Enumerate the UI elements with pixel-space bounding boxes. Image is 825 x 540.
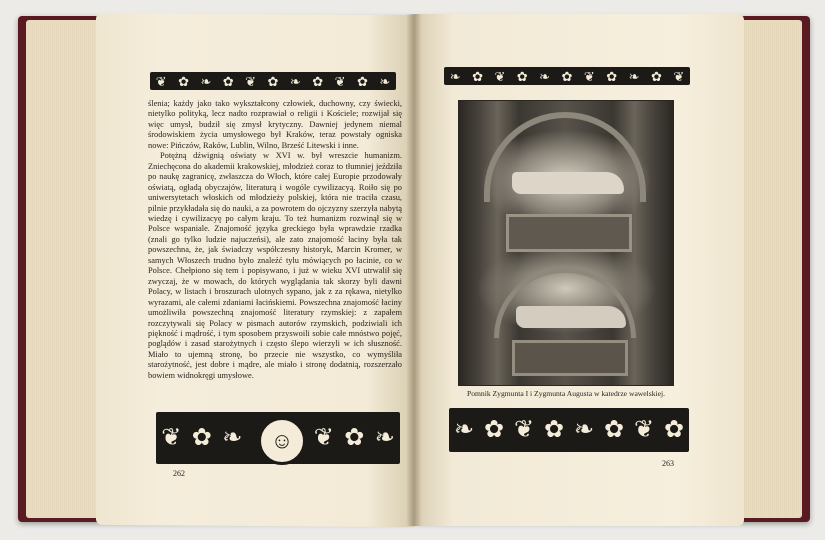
paragraph: ślenia; każdy jako tako wykształcony człowiek, duchowny, czy świecki, nietylko polityką, lecz nadto rozprawiał o religii i Kościele; rozwijał się więc umysł, budził się zmysł krytyczny. Dawniej jedynem niemal środowiskiem życia umysłowego był Kraków, teraz powstały ogniska nowe: Pińczów, Raków, Lublin, Wilno, Brześć Litewski i inne. [148,99,402,150]
lower-sarcophagus [512,340,628,376]
upper-sarcophagus [506,214,632,252]
page-edges-left [26,20,104,518]
book-gutter [406,14,422,526]
floral-ornament-left-bottom: ❦ ✿ ❧ ❦ ✿ ❧ [156,412,400,464]
page-number-left: 262 [173,469,185,478]
photo-caption: Pomnik Zygmunta I i Zygmunta Augusta w katedrze wawelskiej. [466,389,666,398]
page-edges-right [740,20,802,518]
floral-ornament-left-top: ❦ ✿ ❧ ✿ ❦ ✿ ❧ ✿ ❦ ✿ ❧ [150,72,396,90]
page-number-right: 263 [662,459,674,468]
upper-effigy [512,172,624,194]
paragraph: Potężną dźwignią oświaty w XVI w. był wreszcie humanizm. Zniechęcona do akademii krakowskiej, młodzież coraz to tłumniej jeździła po naukę zagranicę, zwłaszcza do Włoch, które całej Europie przodowały oświatą, ogładą obyczajów, literaturą i wogóle cywilizacyą. Roiło się po uniwersytetach włoskich od młodzieży polskiej, która nie traciła czasu, pilnie przykładała się do nauki, a za powrotem do ojczyzny szerzyła nabytą wiedzę i cywilizacyę po całym kraju. To też humanizm rozwinął się w Polsce wspaniale. Znajomość języka greckiego była wprawdzie rzadka (znali go tylko ludzie najuczeńsi), ale zato znajomość łaciny była tak powszechna, że, jak świadczy współczesny historyk, Marcin Kromer, w samych Włoszech trudno było znaleźć tylu mówiących po łacinie, co w Polsce. Chełpiono się tem i popisywano, i już w wieku XVI utrwalił się zwyczaj, że w mowach, do których wyglądania tak skorzy byli dawni Polacy, w listach i broszurach ulotnych sypano, jak z za rękawa, nietylko wyrazami, ale całemi zdaniami łacińskiemi. Powszechna znajomość łaciny umożliwiła powszechną znajomość literatury rzymskiej: z zapałem rozczytywali się Polacy w pismach autorów rzymskich, podziwiali ich piękność i mądrość, i tym sposobem przyswoili sobie całe mnóstwo pojęć, poglądów i zasad starożytnych i często ślepo wierzyli w ich słuszność. Miało to ujemną stronę, bo przecie nie wszystko, co wymyśliła starożytność, jest dobre i mądre, ale miało i stronę dodatnią, rozszerzało bowiem widnokręgi umysłowe. [148,151,402,380]
floral-ornament-right-top: ❧ ✿ ❦ ✿ ❧ ✿ ❦ ✿ ❧ ✿ ❦ [444,67,690,85]
portrait-medallion-icon: ☺ [258,417,306,465]
left-page-text [148,99,402,405]
floral-ornament-right-bottom: ❧ ✿ ❦ ✿ ❧ ✿ ❦ ✿ [449,408,689,452]
lower-effigy [516,306,626,328]
